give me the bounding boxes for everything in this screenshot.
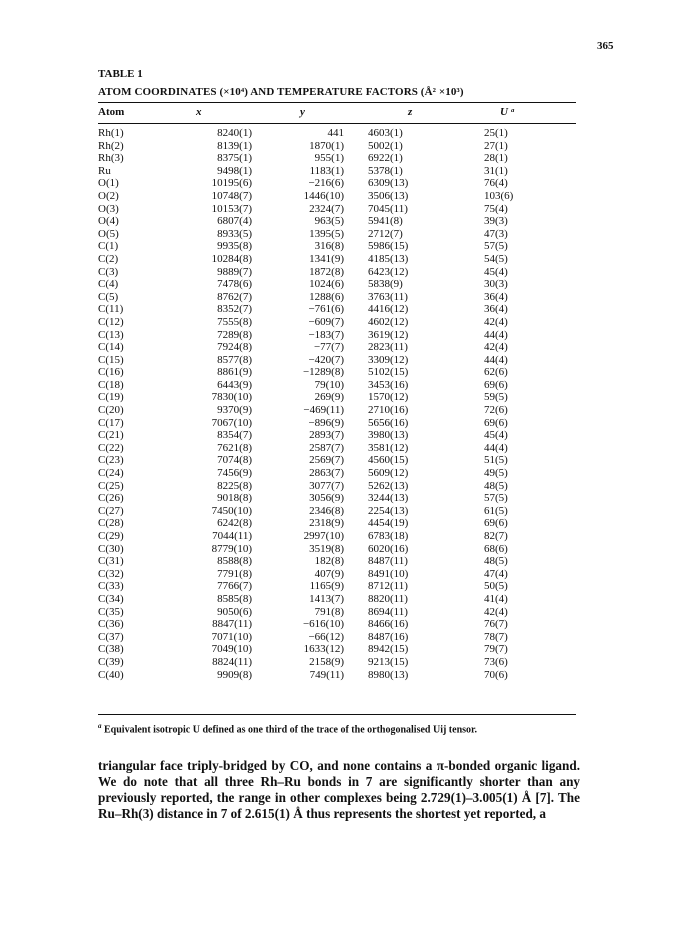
atom-cell: C(1)	[98, 240, 119, 253]
atom-cell: C(11)	[98, 303, 124, 316]
y-cell: 963(5)	[314, 215, 344, 228]
y-cell: 2318(9)	[309, 517, 344, 530]
u-cell: 41(4)	[484, 592, 508, 605]
atom-cell: C(27)	[98, 504, 124, 517]
y-cell: −1289(8)	[302, 366, 344, 379]
x-cell: 9050(6)	[217, 605, 252, 618]
u-cell: 44(4)	[484, 353, 508, 366]
u-cell: 68(6)	[484, 542, 508, 555]
y-cell: 1165(9)	[309, 580, 344, 593]
atom-cell: C(17)	[98, 416, 124, 429]
u-cell: 25(1)	[484, 127, 508, 139]
u-cell: 70(6)	[484, 668, 508, 681]
x-cell: 7830(10)	[211, 391, 252, 404]
y-cell: 182(8)	[314, 555, 344, 568]
z-cell: 4602(12)	[368, 315, 409, 328]
atom-cell: C(35)	[98, 605, 124, 618]
u-cell: 44(4)	[484, 441, 508, 454]
z-cell: 5002(1)	[368, 139, 403, 152]
z-cell: 3453(16)	[368, 378, 409, 391]
u-column	[484, 127, 544, 681]
z-cell: 6922(1)	[368, 152, 403, 165]
z-cell: 5986(15)	[368, 240, 409, 253]
u-cell: 69(6)	[484, 416, 508, 429]
x-cell: 9370(9)	[217, 404, 252, 417]
atom-cell: C(13)	[98, 328, 124, 341]
z-cell: 3763(11)	[368, 290, 408, 303]
y-column	[266, 127, 344, 681]
x-cell: 9935(8)	[217, 240, 252, 253]
y-cell: 3077(7)	[309, 479, 344, 492]
y-cell: 3056(9)	[309, 492, 344, 505]
z-cell: 8491(10)	[368, 567, 409, 580]
x-cell: 7289(8)	[217, 328, 252, 341]
y-cell: 441	[327, 127, 344, 139]
z-cell: 7045(11)	[368, 202, 408, 215]
x-cell: 10153(7)	[211, 202, 252, 215]
z-cell: 8820(11)	[368, 592, 408, 605]
z-cell: 9213(15)	[368, 655, 409, 668]
atom-cell: Rh(2)	[98, 139, 124, 152]
z-column	[368, 127, 460, 681]
atom-cell: Rh(1)	[98, 127, 124, 139]
u-cell: 57(5)	[484, 240, 508, 253]
atom-cell: C(18)	[98, 378, 124, 391]
y-cell: 1413(7)	[309, 592, 344, 605]
footnote-text: Equivalent isotropic U defined as one third of the trace of the orthogonalised Uij tensor.	[104, 724, 478, 736]
y-cell: 2893(7)	[309, 429, 344, 442]
x-cell: 7478(6)	[217, 278, 252, 291]
atom-cell: C(26)	[98, 492, 124, 505]
atom-cell: O(4)	[98, 215, 119, 228]
z-cell: 6783(18)	[368, 530, 409, 542]
atom-cell: C(4)	[98, 278, 119, 291]
u-cell: 36(4)	[484, 303, 508, 316]
header-atom: Atom	[98, 106, 125, 118]
x-cell: 7924(8)	[217, 341, 252, 354]
z-cell: 5609(12)	[368, 467, 409, 480]
atom-cell: C(2)	[98, 252, 119, 265]
z-cell: 8942(15)	[368, 643, 409, 656]
x-cell: 10284(8)	[211, 252, 252, 265]
y-cell: 269(9)	[314, 391, 344, 404]
u-cell: 45(4)	[484, 429, 508, 442]
x-cell: 8933(5)	[217, 227, 252, 240]
y-cell: −616(10)	[302, 618, 344, 631]
atom-cell: C(24)	[98, 467, 124, 480]
z-cell: 3581(12)	[368, 441, 409, 454]
z-cell: 2710(16)	[368, 404, 409, 417]
x-cell: 8375(1)	[217, 152, 252, 165]
y-cell: −183(7)	[308, 328, 344, 341]
y-cell: 1395(5)	[309, 227, 344, 240]
x-cell: 6807(4)	[217, 215, 252, 228]
z-cell: 6020(16)	[368, 542, 409, 555]
x-cell: 10195(6)	[211, 177, 252, 190]
y-cell: 1024(6)	[309, 278, 344, 291]
x-cell: 8847(11)	[212, 618, 252, 631]
y-cell: 2569(7)	[309, 454, 344, 467]
u-cell: 50(5)	[484, 580, 508, 593]
z-cell: 5102(15)	[368, 366, 409, 379]
atom-column	[98, 127, 124, 681]
u-cell: 75(4)	[484, 202, 508, 215]
u-cell: 42(4)	[484, 605, 508, 618]
header-z: z	[408, 106, 413, 118]
x-cell: 10748(7)	[211, 189, 252, 202]
atom-cell: C(16)	[98, 366, 124, 379]
y-cell: 1870(1)	[309, 139, 344, 152]
z-cell: 4560(15)	[368, 454, 409, 467]
z-cell: 8694(11)	[368, 605, 408, 618]
x-cell: 7049(10)	[211, 643, 252, 656]
u-cell: 27(1)	[484, 139, 508, 152]
table-header-rule	[98, 123, 576, 124]
atom-cell: C(19)	[98, 391, 124, 404]
atom-cell: C(38)	[98, 643, 124, 656]
z-cell: 3980(13)	[368, 429, 409, 442]
x-cell: 8577(8)	[217, 353, 252, 366]
z-cell: 8466(16)	[368, 618, 409, 631]
y-cell: 3519(8)	[309, 542, 344, 555]
atom-cell: C(40)	[98, 668, 124, 681]
z-cell: 5941(8)	[368, 215, 403, 228]
u-cell: 42(4)	[484, 341, 508, 354]
y-cell: 955(1)	[314, 152, 344, 165]
u-cell: 47(4)	[484, 567, 508, 580]
atom-cell: C(39)	[98, 655, 124, 668]
z-cell: 4603(1)	[368, 127, 403, 139]
z-cell: 4185(13)	[368, 252, 409, 265]
body-paragraph: triangular face triply-bridged by CO, and none contains a π-bonded organic ligand. We do note that all three Rh–Ru bonds in 7 are significantly shorter than any previously reported, the range in other complexes being 2.729(1)–3.005(1) Å [7]. The Ru–Rh(3) distance in 7 of 2.615(1) Å thus represents the shortest yet reported, a	[98, 758, 580, 821]
z-cell: 8487(16)	[368, 630, 409, 643]
atom-cell: O(3)	[98, 202, 119, 215]
y-cell: 1183(1)	[309, 164, 344, 177]
u-cell: 57(5)	[484, 492, 508, 505]
u-cell: 31(1)	[484, 164, 508, 177]
atom-cell: C(14)	[98, 341, 124, 354]
u-cell: 39(3)	[484, 215, 508, 228]
x-cell: 7791(8)	[217, 567, 252, 580]
atom-cell: C(15)	[98, 353, 124, 366]
atom-cell: O(2)	[98, 189, 119, 202]
x-cell: 7766(7)	[217, 580, 252, 593]
u-cell: 62(6)	[484, 366, 508, 379]
z-cell: 5656(16)	[368, 416, 409, 429]
u-cell: 44(4)	[484, 328, 508, 341]
y-cell: 2997(10)	[303, 530, 344, 542]
u-cell: 78(7)	[484, 630, 508, 643]
table-top-rule	[98, 102, 576, 103]
z-cell: 8487(11)	[368, 555, 408, 568]
x-cell: 8354(7)	[217, 429, 252, 442]
u-cell: 48(5)	[484, 479, 508, 492]
atom-cell: C(3)	[98, 265, 119, 278]
x-cell: 7450(10)	[211, 504, 252, 517]
u-cell: 28(1)	[484, 152, 508, 165]
y-cell: 749(11)	[309, 668, 344, 681]
z-cell: 3244(13)	[368, 492, 409, 505]
u-cell: 49(5)	[484, 467, 508, 480]
x-cell: 8240(1)	[217, 127, 252, 139]
z-cell: 3506(13)	[368, 189, 409, 202]
u-cell: 79(7)	[484, 643, 508, 656]
z-cell: 2823(11)	[368, 341, 408, 354]
y-cell: 2158(9)	[309, 655, 344, 668]
x-cell: 8352(7)	[217, 303, 252, 316]
atom-cell: C(22)	[98, 441, 124, 454]
u-cell: 76(4)	[484, 177, 508, 190]
y-cell: 791(8)	[314, 605, 344, 618]
atom-cell: C(37)	[98, 630, 124, 643]
u-cell: 42(4)	[484, 315, 508, 328]
y-cell: −761(6)	[308, 303, 344, 316]
x-cell: 6443(9)	[217, 378, 252, 391]
atom-cell: Ru	[98, 164, 111, 177]
x-cell: 9889(7)	[217, 265, 252, 278]
atom-cell: C(30)	[98, 542, 124, 555]
z-cell: 4416(12)	[368, 303, 409, 316]
z-cell: 6309(13)	[368, 177, 409, 190]
x-cell: 9909(8)	[217, 668, 252, 681]
z-cell: 8980(13)	[368, 668, 409, 681]
atom-cell: C(21)	[98, 429, 124, 442]
table-title: ATOM COORDINATES (×10⁴) AND TEMPERATURE FACTORS (Å² ×10³)	[98, 86, 464, 98]
atom-cell: C(34)	[98, 592, 124, 605]
y-cell: −216(6)	[308, 177, 344, 190]
u-cell: 82(7)	[484, 530, 508, 542]
atom-cell: C(33)	[98, 580, 124, 593]
y-cell: −420(7)	[308, 353, 344, 366]
atom-cell: C(29)	[98, 530, 124, 542]
y-cell: 316(8)	[314, 240, 344, 253]
u-cell: 48(5)	[484, 555, 508, 568]
u-cell: 36(4)	[484, 290, 508, 303]
u-cell: 69(6)	[484, 378, 508, 391]
u-cell: 30(3)	[484, 278, 508, 291]
u-cell: 51(5)	[484, 454, 508, 467]
x-cell: 8585(8)	[217, 592, 252, 605]
page-number: 365	[597, 40, 614, 52]
y-cell: 1288(6)	[309, 290, 344, 303]
header-x: x	[196, 106, 202, 118]
x-cell: 7621(8)	[217, 441, 252, 454]
x-cell: 7555(8)	[217, 315, 252, 328]
atom-cell: C(5)	[98, 290, 119, 303]
y-cell: −66(12)	[308, 630, 344, 643]
y-cell: 2863(7)	[309, 467, 344, 480]
x-cell: 6242(8)	[217, 517, 252, 530]
atom-cell: Rh(3)	[98, 152, 124, 165]
y-cell: 79(10)	[314, 378, 344, 391]
atom-cell: C(32)	[98, 567, 124, 580]
z-cell: 8712(11)	[368, 580, 408, 593]
y-cell: −609(7)	[308, 315, 344, 328]
u-cell: 72(6)	[484, 404, 508, 417]
x-cell: 8762(7)	[217, 290, 252, 303]
x-cell: 8779(10)	[211, 542, 252, 555]
atom-cell: C(31)	[98, 555, 124, 568]
y-cell: −469(11)	[303, 404, 344, 417]
u-cell: 54(5)	[484, 252, 508, 265]
z-cell: 1570(12)	[368, 391, 409, 404]
x-cell: 7071(10)	[211, 630, 252, 643]
atom-cell: C(20)	[98, 404, 124, 417]
x-cell: 7044(11)	[212, 530, 252, 542]
u-cell: 76(7)	[484, 618, 508, 631]
y-cell: 407(9)	[314, 567, 344, 580]
x-cell: 7074(8)	[217, 454, 252, 467]
x-cell: 7456(9)	[217, 467, 252, 480]
u-cell: 59(5)	[484, 391, 508, 404]
y-cell: 1341(9)	[309, 252, 344, 265]
z-cell: 5378(1)	[368, 164, 403, 177]
z-cell: 3309(12)	[368, 353, 409, 366]
x-cell: 8861(9)	[217, 366, 252, 379]
atom-cell: O(1)	[98, 177, 119, 190]
z-cell: 2712(7)	[368, 227, 403, 240]
z-cell: 4454(19)	[368, 517, 409, 530]
z-cell: 5262(13)	[368, 479, 409, 492]
x-cell: 8588(8)	[217, 555, 252, 568]
x-cell: 8139(1)	[217, 139, 252, 152]
y-cell: 2346(8)	[309, 504, 344, 517]
x-cell: 8824(11)	[212, 655, 252, 668]
u-cell: 73(6)	[484, 655, 508, 668]
u-cell: 61(5)	[484, 504, 508, 517]
table-footnote	[98, 722, 477, 735]
atom-cell: C(28)	[98, 517, 124, 530]
y-cell: 2324(7)	[309, 202, 344, 215]
u-cell: 103(6)	[484, 189, 514, 202]
u-cell: 47(3)	[484, 227, 508, 240]
atom-cell: C(12)	[98, 315, 124, 328]
x-cell: 8225(8)	[217, 479, 252, 492]
y-cell: 2587(7)	[309, 441, 344, 454]
y-cell: 1633(12)	[303, 643, 344, 656]
header-u: U ᵃ	[500, 106, 514, 118]
u-cell: 45(4)	[484, 265, 508, 278]
z-cell: 3619(12)	[368, 328, 409, 341]
x-cell: 9018(8)	[217, 492, 252, 505]
y-cell: −77(7)	[313, 341, 344, 354]
x-cell: 7067(10)	[211, 416, 252, 429]
u-cell: 69(6)	[484, 517, 508, 530]
z-cell: 2254(13)	[368, 504, 409, 517]
atom-cell: C(25)	[98, 479, 124, 492]
table-label: TABLE 1	[98, 68, 143, 80]
header-y: y	[300, 106, 305, 118]
x-column	[176, 127, 252, 681]
atom-cell: C(36)	[98, 618, 124, 631]
y-cell: 1446(10)	[303, 189, 344, 202]
table-bottom-rule	[98, 714, 576, 715]
atom-cell: O(5)	[98, 227, 119, 240]
z-cell: 6423(12)	[368, 265, 409, 278]
x-cell: 9498(1)	[217, 164, 252, 177]
y-cell: 1872(8)	[309, 265, 344, 278]
z-cell: 5838(9)	[368, 278, 403, 291]
footnote-marker: a	[98, 722, 102, 730]
y-cell: −896(9)	[308, 416, 344, 429]
atom-cell: C(23)	[98, 454, 124, 467]
